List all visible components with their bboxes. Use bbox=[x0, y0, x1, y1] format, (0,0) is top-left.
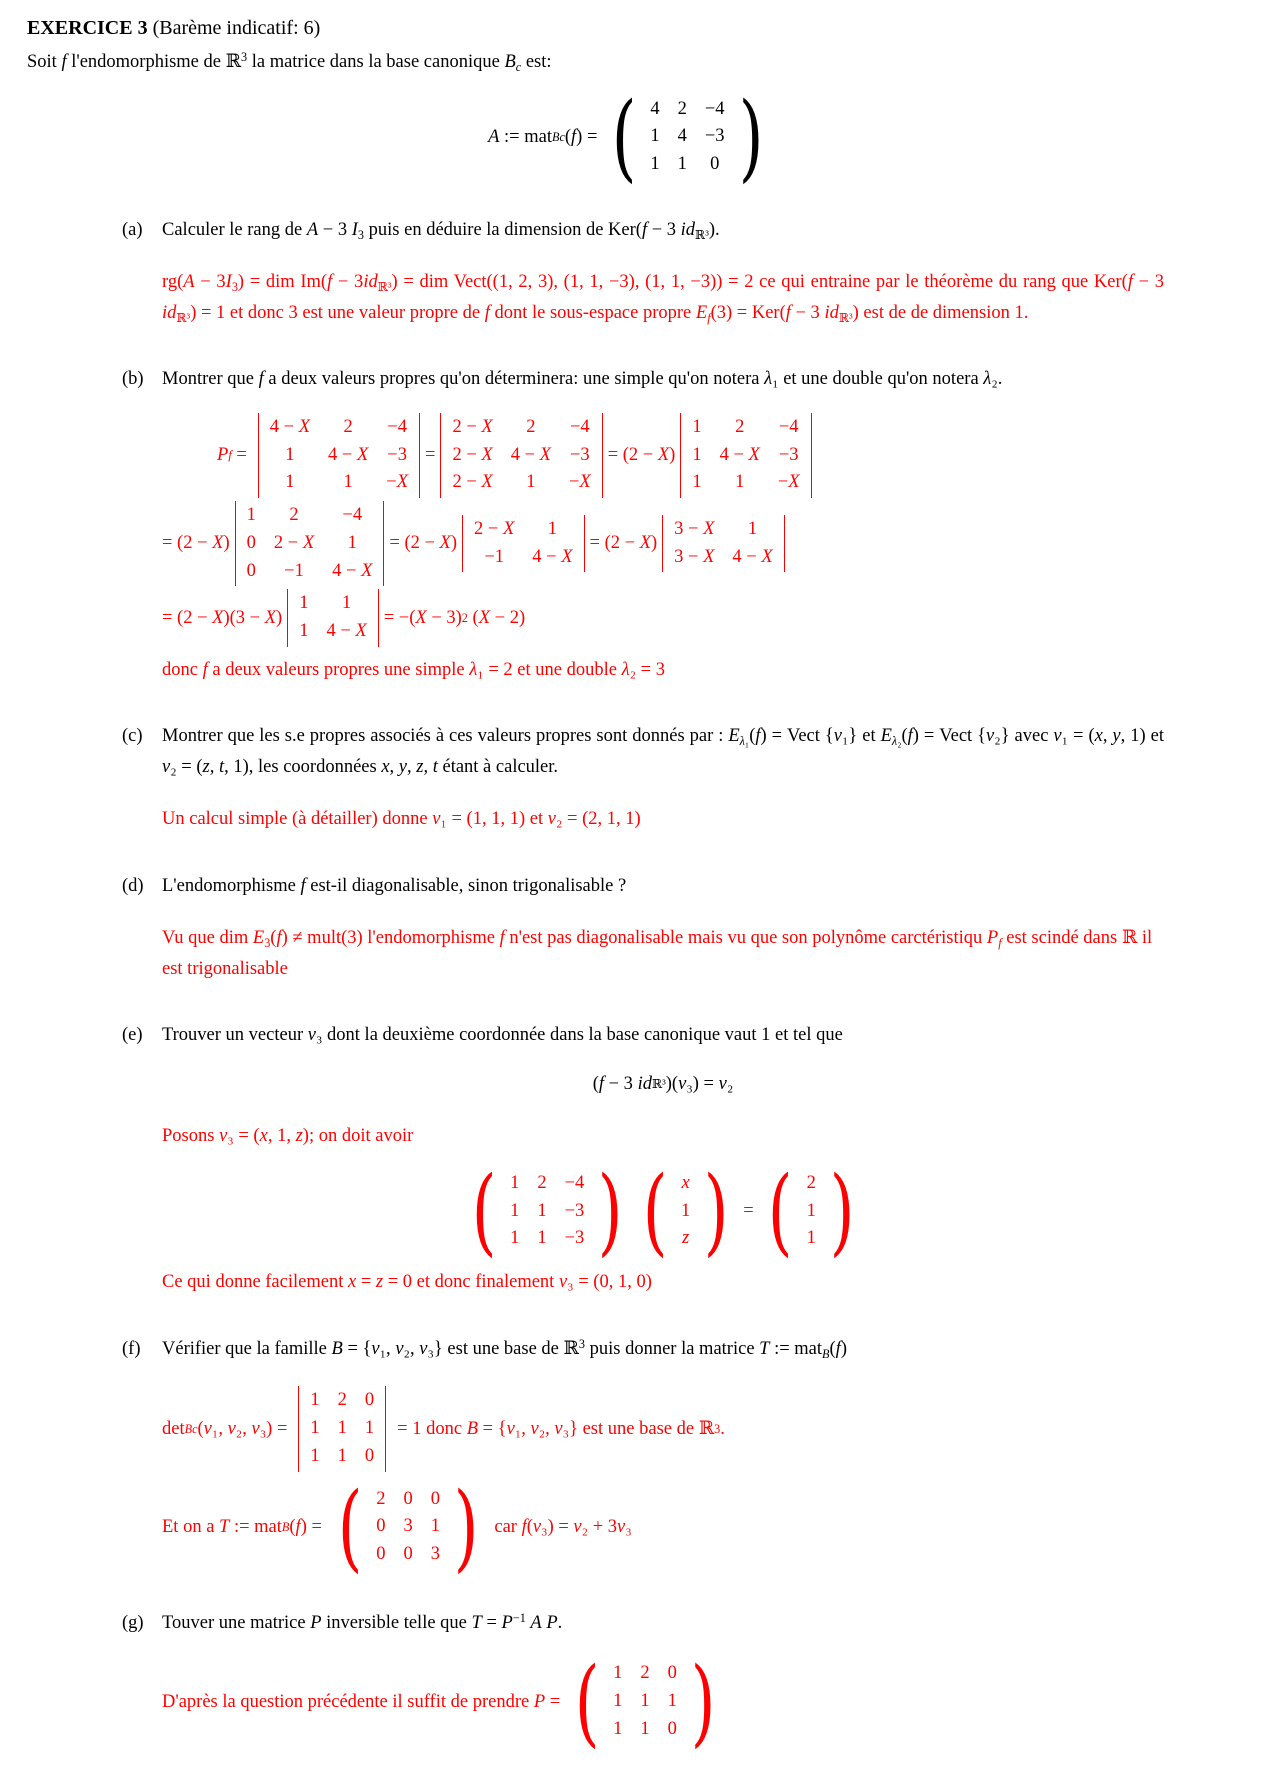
item-e-condition-display bbox=[162, 1069, 1164, 1100]
pf-line-3 bbox=[162, 589, 1164, 647]
pf-factor-4: = (2 − X) bbox=[589, 533, 658, 554]
item-f-label: (f) bbox=[122, 1338, 141, 1359]
system-matrix: ( 1 2 −4 1 1 −3 1 1 −3 ) bbox=[471, 1155, 623, 1267]
item-c-label: (c) bbox=[122, 726, 143, 747]
item-e-label: (e) bbox=[122, 1025, 143, 1046]
item-b-label: (b) bbox=[122, 369, 144, 390]
item-c-question: Montrer que les s.e propres associés à ces valeurs propres sont donnés par : $E_{\lambda_1}(f)$ = Vect {v₁} et $E_{\lambda_2}(f)$ = Vect {v₂} avec v₁ = (x, y, 1) et v₂ = (z, t, 1), les coordonnées x, y, z, t étant à calculer. bbox=[162, 726, 1164, 777]
matrix-T: ( 2 0 0 0 3 1 0 0 3 ) bbox=[337, 1470, 479, 1582]
characteristic-polynomial-derivation bbox=[162, 413, 1164, 686]
pf-factor-1: = (2 − X) bbox=[607, 445, 676, 466]
matrix-P-lhs: D'après la question précédente il suffit de prendre P = bbox=[162, 1691, 565, 1712]
item-d bbox=[27, 871, 1234, 985]
item-e-matrix-equation bbox=[162, 1155, 1164, 1267]
item-e-answer-conclusion: Ce qui donne facilement x = z = 0 et donc finalement v₃ = (0, 1, 0) bbox=[162, 1272, 652, 1293]
pf-det-3: 1 2 −4 1 4 − X −3 1 1 −X bbox=[680, 413, 811, 498]
item-a-label: (a) bbox=[122, 219, 143, 240]
equals-sign: = bbox=[738, 1201, 759, 1222]
unknown-vector: ( x 1 z ) bbox=[642, 1155, 729, 1267]
eigenvalues-conclusion: donc f a deux valeurs propres une simple λ₁ = 2 et une double λ₂ = 3 bbox=[162, 659, 665, 680]
item-b-question: Montrer que f a deux valeurs propres qu'on déterminera: une simple qu'on notera λ₁ et une double qu'on notera λ₂. bbox=[162, 369, 1003, 390]
matrix-T-line bbox=[162, 1470, 1164, 1582]
pf-factor-2: = (2 − X) bbox=[162, 533, 230, 554]
item-a-body bbox=[162, 215, 1164, 329]
exercise-title-bold: EXERCICE 3 bbox=[27, 17, 148, 39]
item-e bbox=[27, 1020, 1234, 1297]
pf-det-2: 2 − X 2 −4 2 − X 4 − X −3 2 − X 1 −X bbox=[440, 413, 602, 498]
item-d-answer: Vu que dim $E_3(f)$ ≠ mult(3) l'endomorphisme f n'est pas diagonalisable mais vu que son polynôme carctéristiqu $P_f$ est scindé dans ℝ il est trigonalisable bbox=[162, 928, 1153, 979]
det-lhs: det Bc ( v₁, v₂, v₃ ) = bbox=[162, 1418, 288, 1439]
basis-determinant: 1 2 0 1 1 1 1 1 0 bbox=[298, 1386, 386, 1471]
item-a bbox=[27, 215, 1234, 329]
pf-det-4: 1 2 −4 0 2 − X 1 0 −1 4 − X bbox=[235, 501, 385, 586]
item-e-body bbox=[162, 1020, 1164, 1297]
exercise-title-suffix: (Barème indicatif: 6) bbox=[147, 17, 321, 39]
matrix-A: ( 4 2 −4 1 4 −3 1 1 0 ) bbox=[611, 80, 764, 192]
pf-det-6: 3 − X 1 3 − X 4 − X bbox=[662, 515, 785, 573]
matrix-A-display bbox=[27, 80, 1234, 192]
matrix-T-lhs: Et on a T := mat B ( f ) = bbox=[162, 1516, 322, 1537]
item-c-body bbox=[162, 721, 1164, 835]
item-c-answer: Un calcul simple (à détailler) donne v₁ = (1, 1, 1) et v₂ = (2, 1, 1) bbox=[162, 809, 641, 830]
pf-det-5: 2 − X 1 −1 4 − X bbox=[462, 515, 585, 573]
matrix-A-lhs: A := mat Bc ( f ) = bbox=[488, 126, 603, 147]
item-f bbox=[27, 1334, 1234, 1582]
matrix-T-justification: car f ( v₃ ) = v₂ + 3v₃ bbox=[494, 1516, 632, 1537]
pf-eq-1: = bbox=[425, 445, 436, 466]
det-conclusion: = 1 donc B = { v₁, v₂, v₃ } est une base de ℝ 3 . bbox=[397, 1418, 725, 1439]
item-d-label: (d) bbox=[122, 875, 144, 896]
pf-factor-3: = (2 − X) bbox=[389, 533, 458, 554]
item-g-question: Touver une matrice P inversible telle que $T = P^{-1}$ A P. bbox=[162, 1610, 563, 1633]
item-e-answer-intro: Posons v₃ = (x, 1, z); on doit avoir bbox=[162, 1126, 414, 1147]
item-e-question: Trouver un vecteur v₃ dont la deuxième coordonnée dans la base canonique vaut 1 et tel que bbox=[162, 1025, 843, 1046]
pf-line-2 bbox=[162, 501, 1164, 586]
matrix-P: ( 1 2 0 1 1 1 1 1 0 ) bbox=[574, 1645, 716, 1757]
pf-line-1 bbox=[217, 413, 1164, 498]
item-f-body bbox=[162, 1334, 1164, 1582]
item-d-body bbox=[162, 871, 1164, 985]
item-b bbox=[27, 364, 1234, 685]
item-g-body bbox=[162, 1608, 1164, 1757]
pf-det-1: 4 − X 2 −4 1 4 − X −3 1 1 −X bbox=[258, 413, 420, 498]
intro-paragraph: Soit f l'endomorphisme de ℝ$^3$ la matrice dans la base canonique $B_c$ est: bbox=[27, 49, 552, 74]
item-f-question: Vérifier que la famille B = {v₁, v₂, v₃} est une base de ℝ$^3$ puis donner la matrice T := mat$_B$(f) bbox=[162, 1336, 847, 1361]
exercise-title bbox=[27, 12, 1234, 45]
matrix-P-line bbox=[162, 1645, 1164, 1757]
item-a-answer: $rg(A - 3I_3)$ = dim $Im(f - 3id_{ℝ^3})$ = dim Vect((1, 2, 3), (1, 1, −3), (1, 1, −3)) = 2 ce qui entraine par le théorème du rang que Ker(f − 3 $id_{ℝ^3}) = 1$ et donc 3 est une valeur propre de f dont le sous-espace propre $E_f(3) = Ker(f - 3$ $id_{ℝ^3}$) est de de dimension 1. bbox=[162, 272, 1165, 325]
pf-result: = −(X − 3) 2 (X − 2) bbox=[383, 607, 526, 628]
item-a-question: Calculer le rang de A − 3 $I_3$ puis en déduire la dimension de Ker(f − 3 $id_{ℝ^3}$). bbox=[162, 219, 720, 242]
condition-equation: ( f − 3 id ℝ³ )( v₃ ) = v₂ bbox=[592, 1073, 734, 1094]
item-g bbox=[27, 1608, 1234, 1757]
item-b-body bbox=[162, 364, 1164, 685]
pf-det-7: 1 1 1 4 − X bbox=[287, 589, 379, 647]
item-c bbox=[27, 721, 1234, 835]
item-g-label: (g) bbox=[122, 1612, 144, 1633]
pf-lhs: P f = bbox=[217, 445, 247, 466]
pf-factor-5: = (2 − X)(3 − X) bbox=[162, 607, 283, 628]
rhs-vector: ( 2 1 1 ) bbox=[768, 1155, 855, 1267]
item-d-question: L'endomorphisme f est-il diagonalisable, sinon trigonalisable ? bbox=[162, 875, 627, 896]
basis-determinant-line bbox=[162, 1386, 1164, 1471]
